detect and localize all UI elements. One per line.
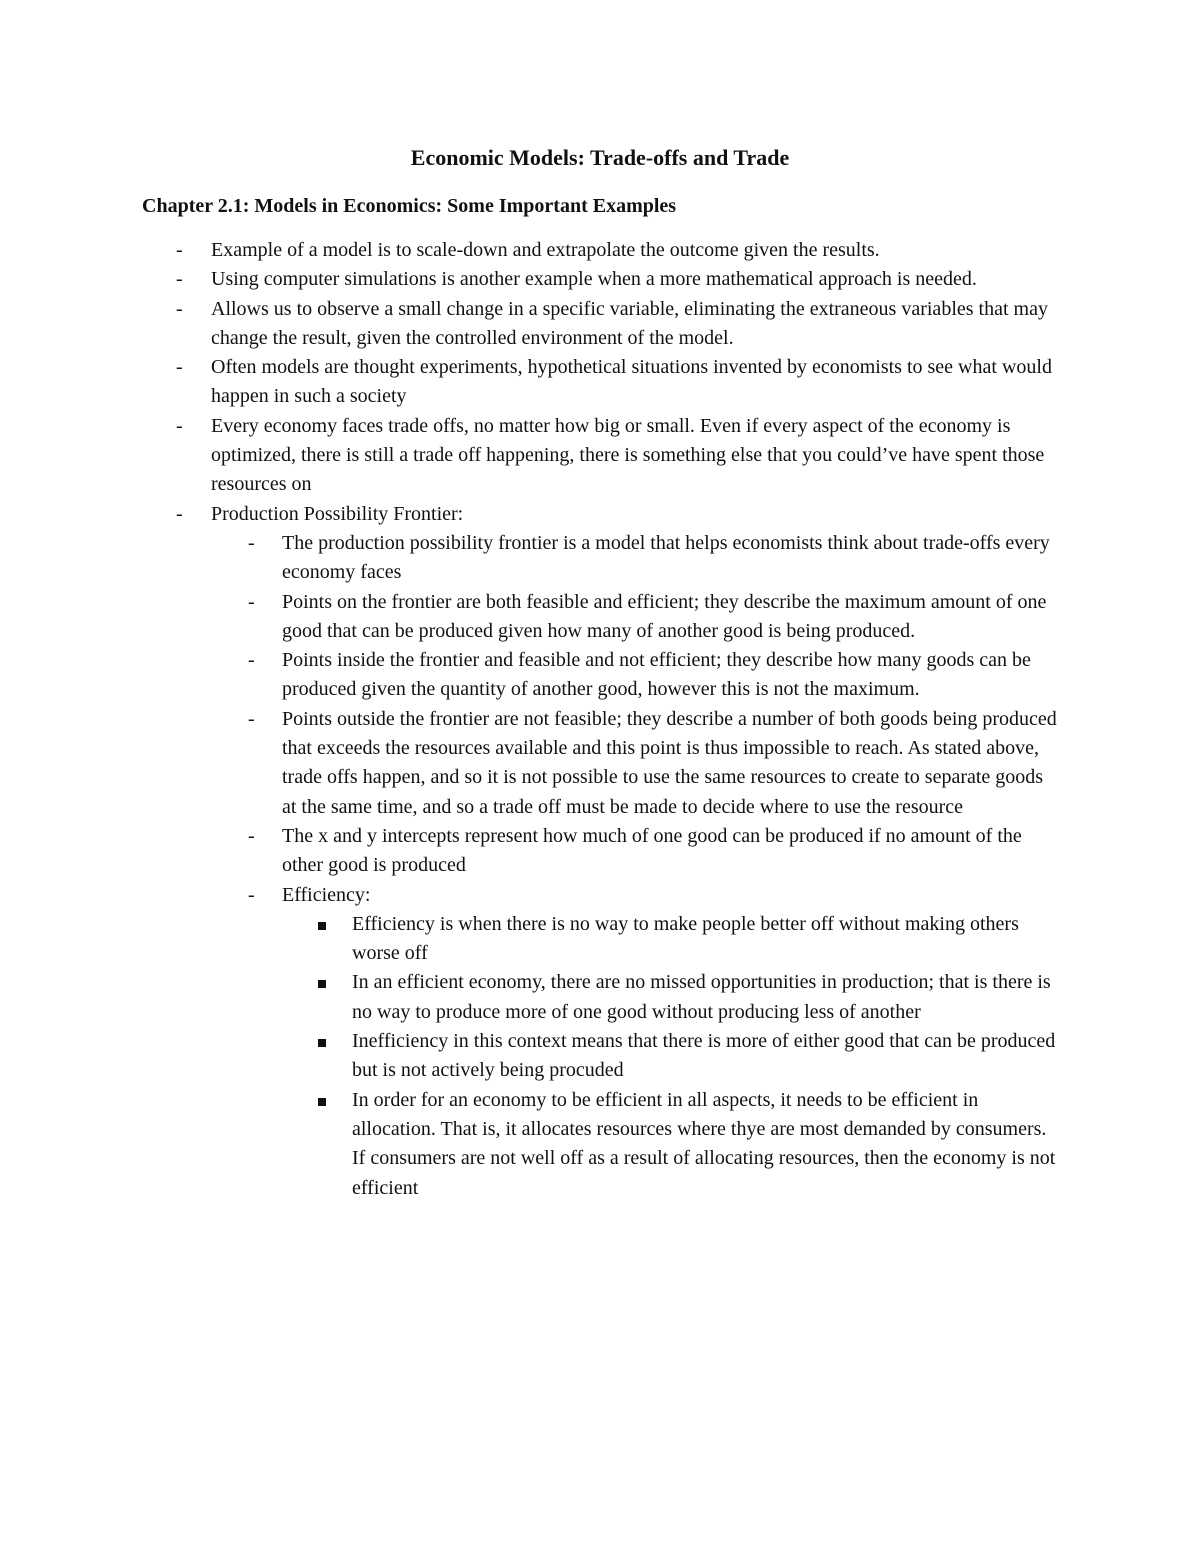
sub-list-item-text: The x and y intercepts represent how much of one good can be produced if no amount of the other good is produced — [282, 824, 1022, 877]
sub-sub-list-item — [0, 968, 1061, 1027]
sub-list-item-text: Efficiency: — [282, 883, 371, 906]
list-item-text: Allows us to observe a small change in a specific variable, eliminating the extraneous variables that may change the result, given the controlled environment of the model. — [211, 297, 1048, 349]
list-item — [0, 500, 1061, 529]
sub-sub-list-item — [0, 1086, 1061, 1203]
square-bullet-icon — [318, 910, 338, 939]
square-bullet-icon — [318, 1086, 338, 1115]
section-heading: Chapter 2.1: Models in Economics: Some Important Examples — [142, 195, 677, 217]
sub-list-item — [0, 529, 1061, 588]
sub-list-item-text: Points inside the frontier and feasible and not efficient; they describe how many goods can be produced given the quantity of another good, however this is not the maximum. — [282, 649, 1031, 701]
list-item — [0, 353, 1061, 412]
sub-sub-list-item — [0, 1027, 1061, 1086]
sub-sub-list-item-text: Inefficiency in this context means that there is more of either good that can be produced but is not actively being procuded — [352, 1030, 1056, 1082]
dash-marker: - — [176, 268, 183, 291]
dash-marker: - — [176, 297, 183, 320]
list-item-text: Every economy faces trade offs, no matter how big or small. Even if every aspect of the economy is optimized, there is still a trade off happening, there is something else that you could’ve have spent those resources on — [211, 414, 1045, 496]
dash-marker: - — [248, 883, 255, 906]
sub-list-item — [0, 822, 1061, 881]
list-item-text: Using computer simulations is another example when a more mathematical approach is needed. — [211, 268, 977, 291]
sub-list-item-text: Points outside the frontier are not feasible; they describe a number of both goods being produced that exceeds the resources available and this point is thus impossible to reach. As stated above, trade offs happen, and so it is not possible to use the same resources to create to separate goods at the same time, and so a trade off must be made to decide where to use the resource — [282, 707, 1057, 818]
list-item-text: Example of a model is to scale-down and extrapolate the outcome given the results. — [211, 239, 880, 261]
dash-marker: - — [248, 824, 255, 847]
list-item — [0, 265, 1061, 294]
dash-marker: - — [176, 502, 183, 525]
dash-marker: - — [176, 239, 183, 261]
sub-sub-list-item-text: In an efficient economy, there are no missed opportunities in production; that is there is no way to produce more of one good without producing less of another — [352, 971, 1051, 1023]
sub-sub-list-item-text: Efficiency is when there is no way to make people better off without making others worse off — [352, 912, 1019, 965]
dash-marker: - — [176, 356, 183, 379]
sub-list-item — [0, 646, 1061, 705]
dash-marker: - — [248, 531, 255, 554]
notes-list — [0, 236, 1200, 1203]
sub-sub-list-item — [0, 910, 1061, 969]
sub-list-item-text: Points on the frontier are both feasible and efficient; they describe the maximum amount of one good that can be produced given how many of another good is being produced. — [282, 590, 1047, 642]
list-item — [0, 236, 1061, 265]
dash-marker: - — [248, 590, 255, 613]
sub-list-item — [0, 881, 1061, 910]
dash-marker: - — [248, 649, 255, 672]
sub-list-item-text: The production possibility frontier is a model that helps economists think about trade-offs every economy faces — [282, 531, 1050, 584]
list-item-text: Production Possibility Frontier: — [211, 502, 464, 525]
list-item — [0, 412, 1061, 500]
dash-marker: - — [248, 707, 255, 730]
sub-sub-list-item-text: In order for an economy to be efficient in all aspects, it needs to be efficient in allocation. That is, it allocates resources where thye are most demanded by consumers. If consumers are not well off as a result of allocating resources, then the economy is not efficient — [352, 1088, 1056, 1199]
square-bullet-icon — [318, 1027, 338, 1056]
square-bullet-icon — [318, 968, 338, 997]
sub-list-item — [0, 588, 1061, 647]
document-title: Economic Models: Trade-offs and Trade — [410, 145, 790, 170]
dash-marker: - — [176, 414, 183, 437]
list-item — [0, 295, 1061, 354]
list-item-text: Often models are thought experiments, hypothetical situations invented by economists to see what would happen in such a society — [211, 356, 1052, 408]
sub-list-item — [0, 705, 1061, 822]
